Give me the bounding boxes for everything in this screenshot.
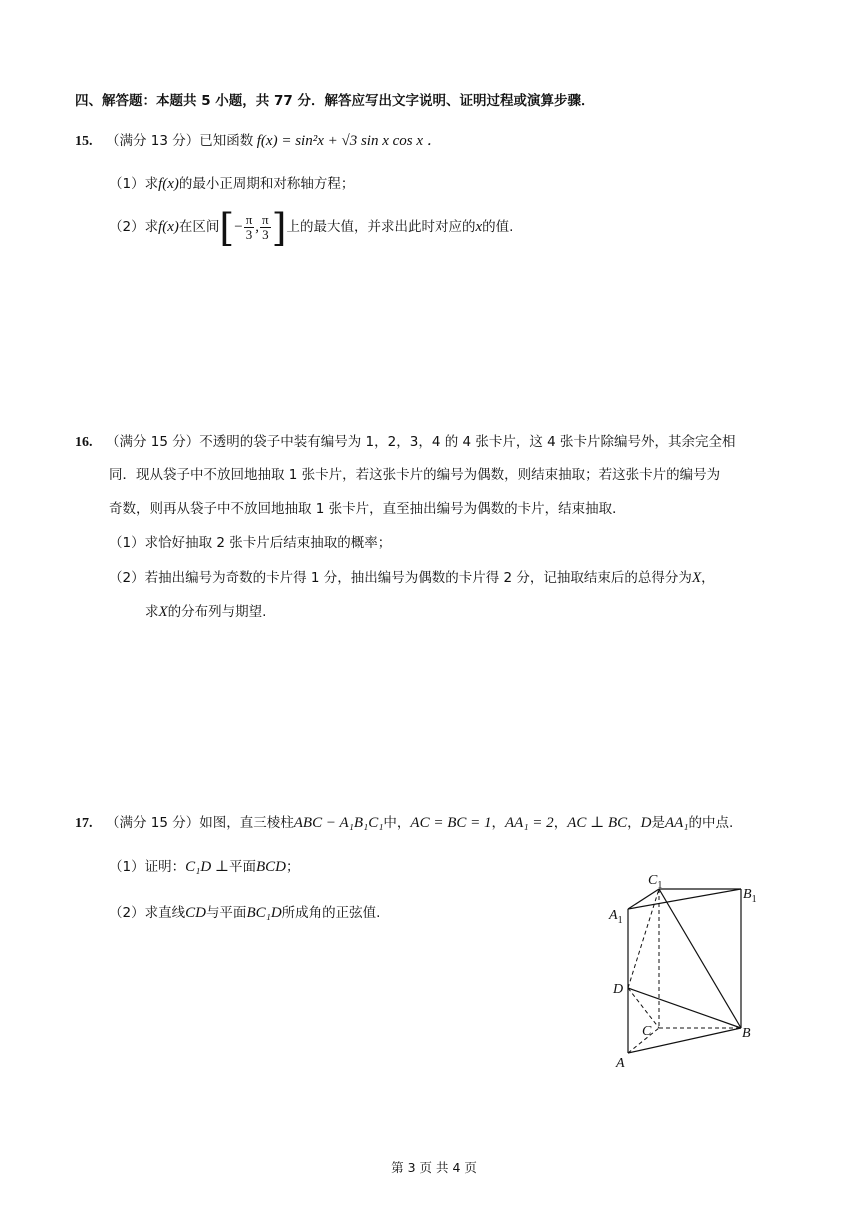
part-label: （1）求: [109, 176, 159, 192]
part-text: 平面: [229, 859, 257, 875]
part-text-end: ，: [701, 570, 715, 586]
label-b1: $B_1$: [743, 887, 757, 905]
label-c1: $C_1$: [648, 873, 663, 891]
math-expr: C₁D ⊥: [185, 859, 230, 875]
function-definition: f(x) = sin²x + √3 sin x cos x ．: [256, 133, 442, 149]
question-16-line-3: 奇数，则再从袋子中不放回地抽取 1 张卡片，直至抽出编号为偶数的卡片，结束抽取．: [109, 501, 626, 517]
part-label: （2）求直线: [109, 905, 186, 921]
part-text: 在区间: [178, 219, 220, 235]
text: 是: [651, 815, 665, 831]
separator: ，: [627, 815, 641, 831]
part-text: 与平面: [205, 905, 247, 921]
edge-db: [628, 988, 741, 1028]
right-bracket: ]: [271, 205, 287, 250]
separator: ，: [491, 815, 506, 831]
part-text-end: ；: [286, 859, 300, 875]
prism-name: ABC − A₁B₁C₁: [293, 815, 384, 831]
label-a1: $A_1$: [609, 908, 623, 926]
question-16-line-2: 同．现从袋子中不放回地抽取 1 张卡片，若这张卡片的编号为偶数，则结束抽取；若这张卡片的编号为: [109, 467, 721, 483]
question-number: 17.: [75, 816, 93, 831]
edge-a1b1: [628, 889, 741, 909]
question-15-part-2: （2）求f(x)在区间[− $\frac{\pi}{3}$ , $\frac{\pi}{3}$ ]上的最大值，并求出此时对应的x的值.: [109, 205, 514, 250]
label-d: D: [613, 982, 624, 997]
variable: x: [475, 219, 483, 235]
function-ref: f(x): [158, 219, 179, 235]
question-16-part-2: [109, 568, 715, 589]
minus-sign: −: [234, 219, 243, 235]
question-score: （满分 15 分）如图，直三棱柱: [106, 815, 294, 831]
function-ref: f(x): [158, 176, 179, 192]
part-text: 求: [145, 604, 159, 620]
question-score: （满分 13 分）已知函数: [106, 133, 254, 149]
question-17: [75, 813, 733, 834]
plane-name: BC₁D: [246, 905, 282, 921]
prism-figure: [600, 865, 780, 1080]
question-17-part-1: [109, 857, 300, 878]
plane-name: BCD: [256, 859, 287, 875]
point-d: D: [640, 815, 652, 831]
edge-c1b: [659, 889, 741, 1028]
text: 的中点.: [688, 815, 734, 831]
question-number: 16.: [75, 435, 93, 450]
label-c: C: [642, 1024, 652, 1039]
separator: ，: [553, 815, 568, 831]
question-number: 15.: [75, 134, 93, 149]
condition-1: AC = BC = 1: [410, 815, 492, 831]
page-footer: 第 3 页 共 4 页: [391, 1160, 477, 1175]
text: 中，: [383, 815, 411, 831]
part-text: 的最小正周期和对称轴方程；: [178, 176, 355, 192]
question-15-part-1: [109, 174, 354, 195]
part-text: 上的最大值，并求出此时对应的: [286, 219, 476, 235]
question-17-part-2: [109, 903, 380, 924]
segment-aa1: AA₁: [664, 815, 689, 831]
part-text: （2）若抽出编号为奇数的卡片得 1 分，抽出编号为偶数的卡片得 2 分，记抽取结束后的总得分为: [109, 570, 692, 586]
variable: X: [158, 604, 168, 620]
variable: X: [691, 570, 702, 586]
question-text: （满分 15 分）不透明的袋子中装有编号为 1，2，3，4 的 4 张卡片，这 4 张卡片除编号外，其余完全相: [106, 434, 736, 450]
question-15: [75, 131, 442, 152]
left-bracket: [: [219, 205, 235, 250]
part-text-end: 的值.: [482, 219, 514, 235]
part-text-end: 所成角的正弦值.: [281, 905, 381, 921]
label-b: B: [742, 1026, 751, 1041]
part-label: （1）证明：: [109, 859, 186, 875]
section-header: 四、解答题：本题共 5 小题，共 77 分．解答应写出文字说明、证明过程或演算步骤．: [75, 93, 595, 109]
interval-end-fraction: $\frac{\pi}{3}$: [262, 212, 269, 243]
condition-2: AA₁ = 2: [505, 815, 554, 831]
part-label: （2）求: [109, 219, 159, 235]
part-text-end: 的分布列与期望.: [167, 604, 267, 620]
label-a: A: [616, 1056, 625, 1071]
question-16-line-1: [75, 432, 736, 453]
question-16-part-1: （1）求恰好抽取 2 张卡片后结束抽取的概率；: [109, 535, 392, 551]
line-name: CD: [185, 905, 206, 921]
question-16-part-2-line-2: [145, 602, 266, 623]
interval-start-fraction: $\frac{\pi}{3}$: [245, 212, 253, 243]
condition-3: AC ⊥ BC: [567, 815, 628, 831]
